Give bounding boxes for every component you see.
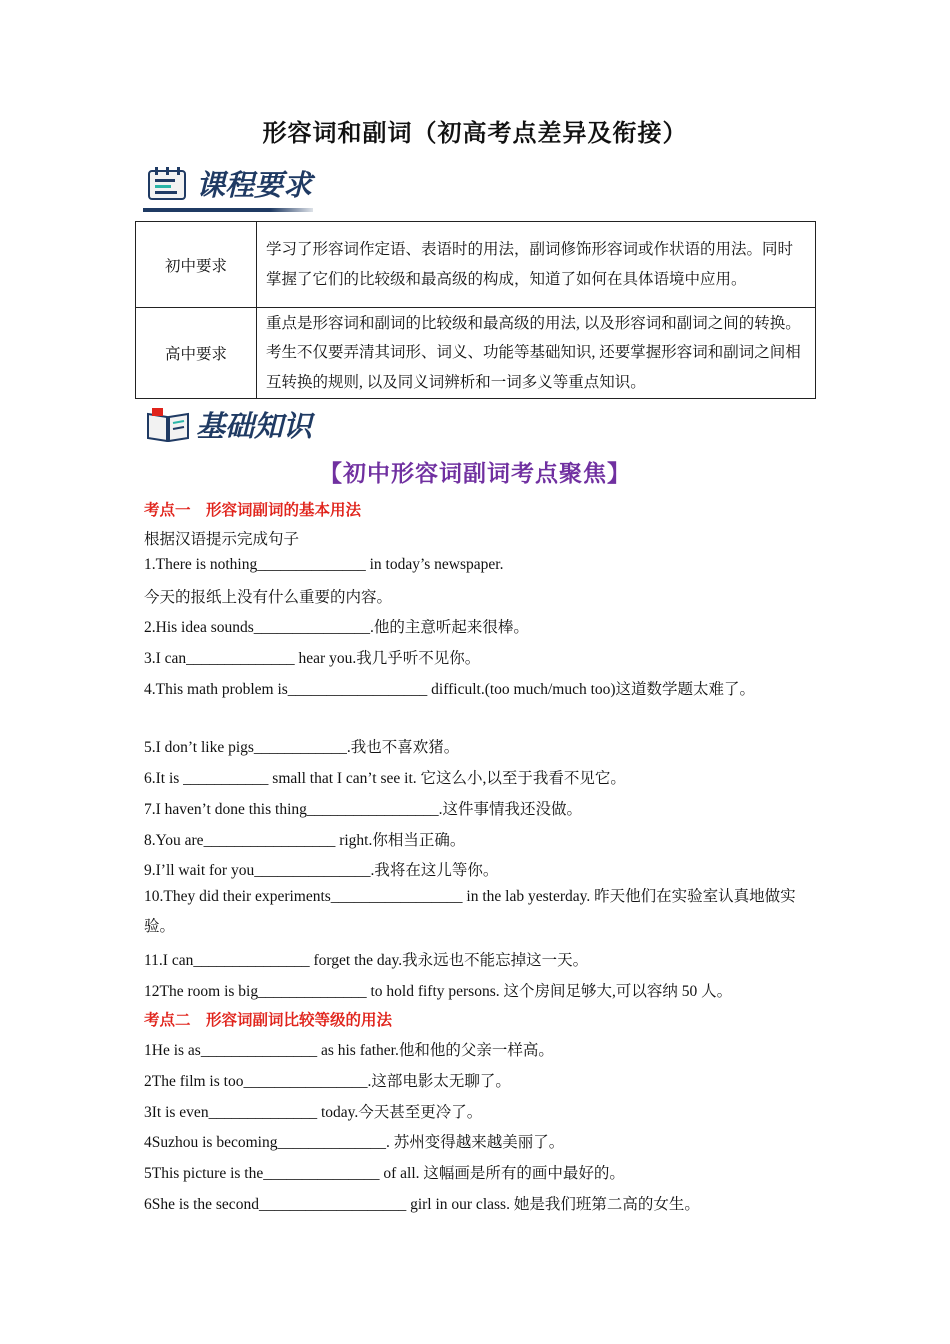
exercise-item: 7.I haven’t done this thing_________________.这件事情我还没做。 [144, 801, 582, 818]
exercise-item: 11.I can_______________ forget the day.我永远也不能忘掉这一天。 [144, 952, 589, 969]
section-title: 课程要求 [196, 168, 313, 202]
exercise-item: 10.They did their experiments_________________ in the lab yesterday. 昨天他们在实验室认真地做实验。 [144, 888, 796, 935]
focus-heading: 【初中形容词副词考点聚焦】 [319, 461, 631, 486]
exercise-item: 3.I can______________ hear you.我几乎听不见你。 [144, 650, 481, 667]
exercise-item: 6She is the second___________________ girl in our class. 她是我们班第二高的女生。 [144, 1196, 700, 1213]
requirement-text: 学习了形容词作定语、表语时的用法，副词修饰形容词或作状语的用法。同时掌握了它们的比较级和最高级的构成，知道了如何在具体语境中应用。 [257, 222, 816, 308]
exercise-item: 1.There is nothing______________ in today’s newspaper. [144, 556, 504, 573]
exercise-item: 6.It is ___________ small that I can’t see it. 它这么小,以至于我看不见它。 [144, 770, 626, 787]
exercise-item: 3It is even______________ today.今天甚至更冷了。 [144, 1104, 483, 1121]
exercise-item: 4.This math problem is__________________ difficult.(too much/much too)这道数学题太难了。 [144, 681, 756, 698]
section-underline [143, 208, 313, 212]
instruction-text: 根据汉语提示完成句子 [144, 531, 300, 548]
page-title: 形容词和副词（初高考点差异及衔接） [262, 121, 688, 147]
open-book-icon [146, 408, 190, 442]
table-row [136, 308, 816, 399]
clipboard-icon [146, 167, 190, 201]
table-row [136, 222, 816, 308]
section-title: 基础知识 [196, 409, 313, 443]
exercise-item: 12The room is big______________ to hold fifty persons. 这个房间足够大,可以容纳 50 人。 [144, 983, 733, 1000]
requirement-label: 初中要求 [136, 222, 257, 308]
translation-line: 今天的报纸上没有什么重要的内容。 [144, 589, 393, 606]
requirement-label: 高中要求 [136, 308, 257, 399]
point-heading: 考点二 形容词副词比较等级的用法 [144, 1012, 393, 1029]
point-heading: 考点一 形容词副词的基本用法 [144, 502, 362, 519]
requirement-text: 重点是形容词和副词的比较级和最高级的用法, 以及形容词和副词之间的转换。考生不仅要弄清其词形、词义、功能等基础知识, 还要掌握形容词和副词之间相互转换的规则, 以及同义词辨析和一词多义等重点知识。 [257, 308, 816, 399]
exercise-item: 2The film is too________________.这部电影太无聊了。 [144, 1073, 511, 1090]
exercise-item: 1He is as_______________ as his father.他和他的父亲一样高。 [144, 1042, 554, 1059]
exercise-item: 4Suzhou is becoming______________. 苏州变得越来越美丽了。 [144, 1134, 565, 1151]
requirements-table [135, 221, 816, 399]
exercise-item: 9.I’ll wait for you_______________.我将在这儿等你。 [144, 862, 499, 879]
exercise-item: 5.I don’t like pigs____________.我也不喜欢猪。 [144, 739, 460, 756]
exercise-item: 5This picture is the_______________ of all. 这幅画是所有的画中最好的。 [144, 1165, 625, 1182]
exercise-item: 2.His idea sounds_______________.他的主意听起来很棒。 [144, 619, 529, 636]
exercise-item: 8.You are_________________ right.你相当正确。 [144, 832, 466, 849]
